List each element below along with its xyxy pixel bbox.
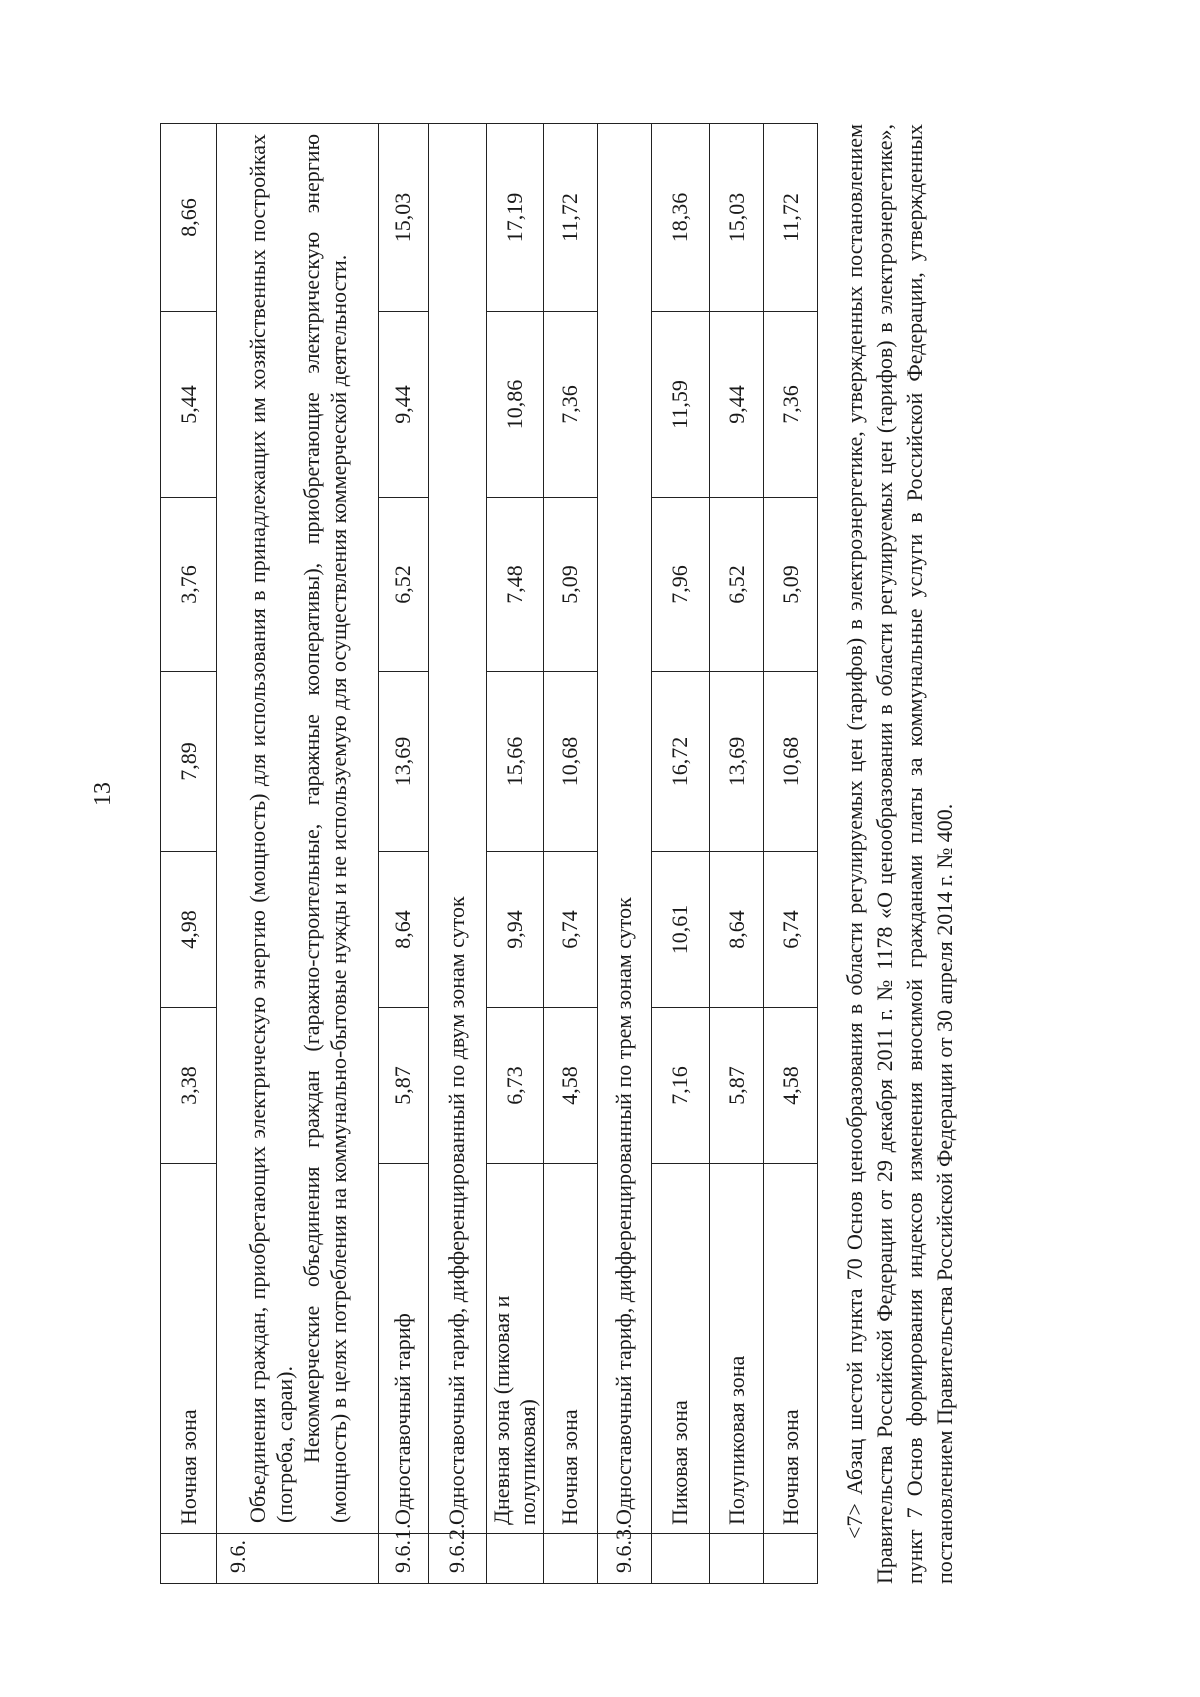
row-code: 9.6.3. [597, 1534, 651, 1584]
table-row [161, 124, 217, 1584]
section-row [428, 124, 486, 1584]
row-label: Ночная зона [161, 1164, 217, 1534]
footnote [840, 124, 960, 1584]
tariff-value: 11,72 [764, 124, 818, 312]
category-paragraph: Некоммерческие объединения граждан (гаражно-строительные, гаражные кооперативы), приобретающие электрическую энергию (мощность) в целях потребления на коммунально-бытовые нужды и не используемую для осуществления коммерческой деятельности. [298, 134, 351, 1523]
table-row [710, 124, 764, 1584]
tariff-value: 4,58 [764, 1008, 818, 1164]
tariff-value: 10,61 [651, 852, 709, 1008]
tariff-value: 13,69 [710, 672, 764, 852]
row-label: Ночная зона [543, 1164, 597, 1534]
tariff-value: 7,89 [161, 672, 217, 852]
table-row [651, 124, 709, 1584]
tariff-value: 11,59 [651, 312, 709, 498]
tariff-value: 10,68 [764, 672, 818, 852]
tariff-value: 7,36 [543, 312, 597, 498]
row-code [710, 1534, 764, 1584]
table-row [378, 124, 428, 1584]
tariff-value: 10,68 [543, 672, 597, 852]
tariff-table [160, 123, 818, 1584]
row-label: Одноставочный тариф [378, 1164, 428, 1534]
page-number: 13 [90, 782, 116, 806]
row-code: 9.6.2. [428, 1534, 486, 1584]
section-row [597, 124, 651, 1584]
tariff-value: 7,96 [651, 498, 709, 672]
tariff-value: 5,87 [710, 1008, 764, 1164]
tariff-value: 15,66 [486, 672, 543, 852]
tariff-value: 6,52 [378, 498, 428, 672]
tariff-value: 8,66 [161, 124, 217, 312]
tariff-value: 9,44 [710, 312, 764, 498]
tariff-value: 6,74 [764, 852, 818, 1008]
tariff-value: 4,98 [161, 852, 217, 1008]
tariff-value: 3,38 [161, 1008, 217, 1164]
tariff-value: 5,09 [764, 498, 818, 672]
category-row [217, 124, 379, 1584]
tariff-value: 5,09 [543, 498, 597, 672]
tariff-value: 8,64 [710, 852, 764, 1008]
row-code [543, 1534, 597, 1584]
row-label: Дневная зона (пиковая и полупиковая) [486, 1164, 543, 1534]
tariff-value: 11,72 [543, 124, 597, 312]
category-description [217, 124, 379, 1534]
row-code [161, 1534, 217, 1584]
tariff-value: 7,36 [764, 312, 818, 498]
table-row [543, 124, 597, 1584]
tariff-value: 17,19 [486, 124, 543, 312]
tariff-value: 10,86 [486, 312, 543, 498]
row-label: Пиковая зона [651, 1164, 709, 1534]
tariff-value: 4,58 [543, 1008, 597, 1164]
row-code [651, 1534, 709, 1584]
row-code [486, 1534, 543, 1584]
tariff-value: 15,03 [710, 124, 764, 312]
tariff-value: 8,64 [378, 852, 428, 1008]
tariff-value: 7,16 [651, 1008, 709, 1164]
row-code [764, 1534, 818, 1584]
row-code: 9.6. [217, 1534, 379, 1584]
tariff-value: 3,76 [161, 498, 217, 672]
tariff-value: 15,03 [378, 124, 428, 312]
tariff-value: 6,52 [710, 498, 764, 672]
footnote-text: <7> Абзац шестой пункта 70 Основ ценообразования в области регулируемых цен (тарифов) в электроэнергетике, утвержденных постановлением Правительства Российской Федерации от 29 декабря 2011 г. № 1178 «О ценообразовании в области регулируемых цен (тарифов) в электроэнергетике», пункт 7 Основ формирования индексов изменения вносимой гражданами платы за коммунальные услуги в Российской Федерации, утвержденных постановлением Правительства Российской Федерации от 30 апреля 2014 г. № 400. [842, 124, 957, 1584]
section-title: Одноставочный тариф, дифференцированный по трем зонам суток [597, 124, 651, 1534]
tariff-value: 5,87 [378, 1008, 428, 1164]
tariff-value: 7,48 [486, 498, 543, 672]
tariff-value: 6,74 [543, 852, 597, 1008]
table-row [486, 124, 543, 1584]
category-paragraph: Объединения граждан, приобретающих электрическую энергию (мощность) для использования в принадлежащих им хозяйственных постройках (погреба, сараи). [244, 134, 297, 1523]
tariff-value: 18,36 [651, 124, 709, 312]
section-title: Одноставочный тариф, дифференцированный по двум зонам суток [428, 124, 486, 1534]
table-row [764, 124, 818, 1584]
row-label: Полупиковая зона [710, 1164, 764, 1534]
tariff-value: 16,72 [651, 672, 709, 852]
tariff-value: 13,69 [378, 672, 428, 852]
tariff-value: 5,44 [161, 312, 217, 498]
row-label: Ночная зона [764, 1164, 818, 1534]
tariff-value: 6,73 [486, 1008, 543, 1164]
tariff-value: 9,44 [378, 312, 428, 498]
row-code: 9.6.1. [378, 1534, 428, 1584]
tariff-value: 9,94 [486, 852, 543, 1008]
